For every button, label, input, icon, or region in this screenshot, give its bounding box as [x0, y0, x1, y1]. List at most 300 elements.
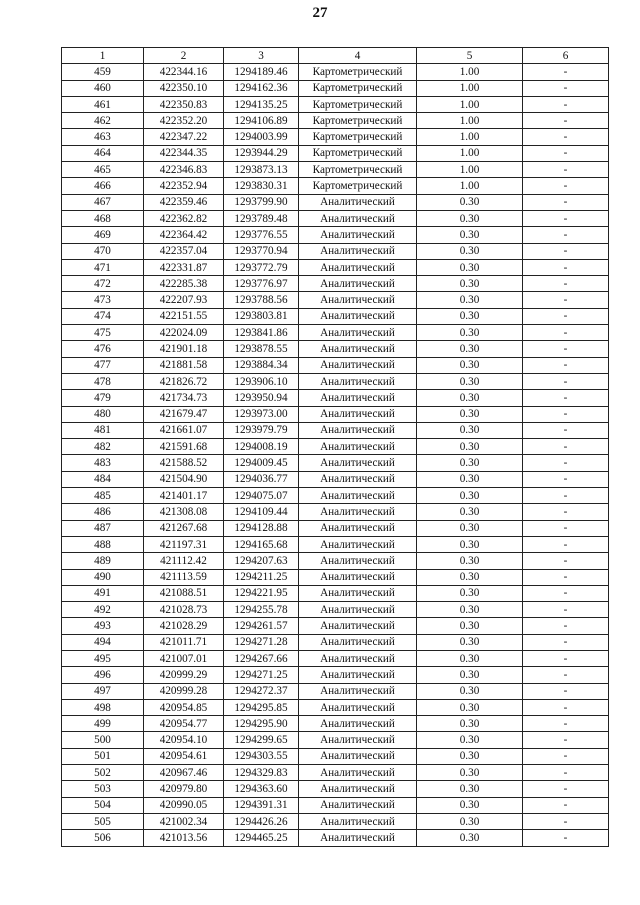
note-cell: -: [523, 797, 609, 813]
accuracy-cell: 0.30: [417, 602, 523, 618]
method-cell: Аналитический: [299, 210, 417, 226]
note-cell: -: [523, 439, 609, 455]
point-number-cell: 496: [62, 667, 144, 683]
table-row: [62, 390, 609, 406]
point-number-cell: 506: [62, 830, 144, 846]
point-number-cell: 476: [62, 341, 144, 357]
table-body: [62, 64, 609, 846]
x-coordinate-cell: 421588.52: [144, 455, 224, 471]
accuracy-cell: 1.00: [417, 145, 523, 161]
point-number-cell: 494: [62, 634, 144, 650]
method-cell: Аналитический: [299, 765, 417, 781]
table-row: [62, 357, 609, 373]
accuracy-cell: 0.30: [417, 699, 523, 715]
note-cell: -: [523, 667, 609, 683]
note-cell: -: [523, 113, 609, 129]
table-row: [62, 129, 609, 145]
x-coordinate-cell: 421028.29: [144, 618, 224, 634]
x-coordinate-cell: 420967.46: [144, 765, 224, 781]
table-row: [62, 259, 609, 275]
x-coordinate-cell: 421013.56: [144, 830, 224, 846]
x-coordinate-cell: 421028.73: [144, 602, 224, 618]
method-cell: Аналитический: [299, 602, 417, 618]
y-coordinate-cell: 1293950.94: [224, 390, 299, 406]
x-coordinate-cell: 421007.01: [144, 650, 224, 666]
x-coordinate-cell: 422352.94: [144, 178, 224, 194]
table-row: [62, 406, 609, 422]
point-number-cell: 465: [62, 162, 144, 178]
method-cell: Аналитический: [299, 781, 417, 797]
accuracy-cell: 0.30: [417, 716, 523, 732]
method-cell: Аналитический: [299, 683, 417, 699]
method-cell: Аналитический: [299, 471, 417, 487]
point-number-cell: 462: [62, 113, 144, 129]
y-coordinate-cell: 1293803.81: [224, 308, 299, 324]
x-coordinate-cell: 422331.87: [144, 259, 224, 275]
y-coordinate-cell: 1294036.77: [224, 471, 299, 487]
x-coordinate-cell: 421011.71: [144, 634, 224, 650]
accuracy-cell: 0.30: [417, 373, 523, 389]
point-number-cell: 503: [62, 781, 144, 797]
method-cell: Аналитический: [299, 618, 417, 634]
note-cell: -: [523, 422, 609, 438]
table-row: [62, 683, 609, 699]
x-coordinate-cell: 421113.59: [144, 569, 224, 585]
method-cell: Аналитический: [299, 390, 417, 406]
accuracy-cell: 0.30: [417, 341, 523, 357]
accuracy-cell: 0.30: [417, 406, 523, 422]
accuracy-cell: 0.30: [417, 683, 523, 699]
accuracy-cell: 0.30: [417, 781, 523, 797]
table-row: [62, 716, 609, 732]
note-cell: -: [523, 259, 609, 275]
x-coordinate-cell: 421901.18: [144, 341, 224, 357]
accuracy-cell: 0.30: [417, 520, 523, 536]
y-coordinate-cell: 1293770.94: [224, 243, 299, 259]
note-cell: -: [523, 585, 609, 601]
y-coordinate-cell: 1294303.55: [224, 748, 299, 764]
accuracy-cell: 1.00: [417, 64, 523, 80]
y-coordinate-cell: 1293799.90: [224, 194, 299, 210]
accuracy-cell: 1.00: [417, 113, 523, 129]
y-coordinate-cell: 1294391.31: [224, 797, 299, 813]
method-cell: Аналитический: [299, 569, 417, 585]
note-cell: -: [523, 553, 609, 569]
point-number-cell: 467: [62, 194, 144, 210]
y-coordinate-cell: 1293772.79: [224, 259, 299, 275]
point-number-cell: 477: [62, 357, 144, 373]
method-cell: Аналитический: [299, 308, 417, 324]
y-coordinate-cell: 1294109.44: [224, 504, 299, 520]
x-coordinate-cell: 420999.28: [144, 683, 224, 699]
table-row: [62, 748, 609, 764]
table-row: [62, 471, 609, 487]
point-number-cell: 466: [62, 178, 144, 194]
method-cell: Аналитический: [299, 830, 417, 846]
note-cell: -: [523, 683, 609, 699]
note-cell: -: [523, 504, 609, 520]
table-row: [62, 210, 609, 226]
point-number-cell: 498: [62, 699, 144, 715]
method-cell: Аналитический: [299, 455, 417, 471]
note-cell: -: [523, 390, 609, 406]
note-cell: -: [523, 455, 609, 471]
method-cell: Аналитический: [299, 585, 417, 601]
y-coordinate-cell: 1293973.00: [224, 406, 299, 422]
table-row: [62, 504, 609, 520]
method-cell: Аналитический: [299, 797, 417, 813]
y-coordinate-cell: 1294135.25: [224, 96, 299, 112]
table-row: [62, 96, 609, 112]
table-row: [62, 243, 609, 259]
method-cell: Аналитический: [299, 194, 417, 210]
method-cell: Аналитический: [299, 406, 417, 422]
accuracy-cell: 0.30: [417, 325, 523, 341]
x-coordinate-cell: 422207.93: [144, 292, 224, 308]
table-row: [62, 488, 609, 504]
method-cell: Аналитический: [299, 488, 417, 504]
note-cell: -: [523, 488, 609, 504]
table-row: [62, 80, 609, 96]
table-row: [62, 292, 609, 308]
y-coordinate-cell: 1293906.10: [224, 373, 299, 389]
point-number-cell: 482: [62, 439, 144, 455]
x-coordinate-cell: 422359.46: [144, 194, 224, 210]
x-coordinate-cell: 421401.17: [144, 488, 224, 504]
x-coordinate-cell: 422346.83: [144, 162, 224, 178]
y-coordinate-cell: 1294271.28: [224, 634, 299, 650]
y-coordinate-cell: 1294271.25: [224, 667, 299, 683]
table-row: [62, 667, 609, 683]
x-coordinate-cell: 420954.85: [144, 699, 224, 715]
y-coordinate-cell: 1294003.99: [224, 129, 299, 145]
method-cell: Аналитический: [299, 748, 417, 764]
accuracy-cell: 0.30: [417, 422, 523, 438]
y-coordinate-cell: 1294295.85: [224, 699, 299, 715]
y-coordinate-cell: 1294299.65: [224, 732, 299, 748]
note-cell: -: [523, 765, 609, 781]
note-cell: -: [523, 357, 609, 373]
point-number-cell: 489: [62, 553, 144, 569]
accuracy-cell: 0.30: [417, 471, 523, 487]
column-header: 2: [144, 48, 224, 64]
method-cell: Картометрический: [299, 162, 417, 178]
x-coordinate-cell: 422024.09: [144, 325, 224, 341]
method-cell: Аналитический: [299, 504, 417, 520]
point-number-cell: 488: [62, 536, 144, 552]
point-number-cell: 468: [62, 210, 144, 226]
table-row: [62, 439, 609, 455]
column-header: 6: [523, 48, 609, 64]
accuracy-cell: 0.30: [417, 618, 523, 634]
x-coordinate-cell: 420990.05: [144, 797, 224, 813]
accuracy-cell: 0.30: [417, 488, 523, 504]
x-coordinate-cell: 420979.80: [144, 781, 224, 797]
method-cell: Аналитический: [299, 813, 417, 829]
x-coordinate-cell: 422350.83: [144, 96, 224, 112]
point-number-cell: 459: [62, 64, 144, 80]
note-cell: -: [523, 194, 609, 210]
note-cell: -: [523, 210, 609, 226]
method-cell: Аналитический: [299, 243, 417, 259]
table-row: [62, 325, 609, 341]
x-coordinate-cell: 421881.58: [144, 357, 224, 373]
note-cell: -: [523, 536, 609, 552]
y-coordinate-cell: 1293841.86: [224, 325, 299, 341]
note-cell: -: [523, 781, 609, 797]
method-cell: Картометрический: [299, 178, 417, 194]
table-row: [62, 113, 609, 129]
point-number-cell: 475: [62, 325, 144, 341]
table-row: [62, 194, 609, 210]
method-cell: Картометрический: [299, 113, 417, 129]
accuracy-cell: 0.30: [417, 634, 523, 650]
point-number-cell: 480: [62, 406, 144, 422]
note-cell: -: [523, 145, 609, 161]
page-number: 27: [312, 5, 328, 21]
accuracy-cell: 0.30: [417, 308, 523, 324]
x-coordinate-cell: 421002.34: [144, 813, 224, 829]
table-row: [62, 732, 609, 748]
y-coordinate-cell: 1294009.45: [224, 455, 299, 471]
point-number-cell: 497: [62, 683, 144, 699]
accuracy-cell: 0.30: [417, 650, 523, 666]
table-row: [62, 64, 609, 80]
point-number-cell: 495: [62, 650, 144, 666]
accuracy-cell: 0.30: [417, 390, 523, 406]
method-cell: Картометрический: [299, 80, 417, 96]
y-coordinate-cell: 1293789.48: [224, 210, 299, 226]
x-coordinate-cell: 421308.08: [144, 504, 224, 520]
table-row: [62, 341, 609, 357]
y-coordinate-cell: 1294363.60: [224, 781, 299, 797]
y-coordinate-cell: 1293788.56: [224, 292, 299, 308]
accuracy-cell: 0.30: [417, 585, 523, 601]
accuracy-cell: 0.30: [417, 732, 523, 748]
x-coordinate-cell: 422285.38: [144, 276, 224, 292]
table-row: [62, 520, 609, 536]
accuracy-cell: 0.30: [417, 830, 523, 846]
y-coordinate-cell: 1293979.79: [224, 422, 299, 438]
method-cell: Картометрический: [299, 96, 417, 112]
point-number-cell: 486: [62, 504, 144, 520]
x-coordinate-cell: 422352.20: [144, 113, 224, 129]
point-number-cell: 470: [62, 243, 144, 259]
table-row: [62, 276, 609, 292]
accuracy-cell: 0.30: [417, 259, 523, 275]
accuracy-cell: 0.30: [417, 765, 523, 781]
table-row: [62, 765, 609, 781]
table-row: [62, 308, 609, 324]
note-cell: -: [523, 292, 609, 308]
table-row: [62, 634, 609, 650]
x-coordinate-cell: 422151.55: [144, 308, 224, 324]
method-cell: Аналитический: [299, 520, 417, 536]
y-coordinate-cell: 1294426.26: [224, 813, 299, 829]
accuracy-cell: 0.30: [417, 292, 523, 308]
x-coordinate-cell: 421661.07: [144, 422, 224, 438]
method-cell: Аналитический: [299, 536, 417, 552]
method-cell: Аналитический: [299, 553, 417, 569]
note-cell: -: [523, 830, 609, 846]
x-coordinate-cell: 421197.31: [144, 536, 224, 552]
note-cell: -: [523, 716, 609, 732]
x-coordinate-cell: 421591.68: [144, 439, 224, 455]
y-coordinate-cell: 1294128.88: [224, 520, 299, 536]
table-row: [62, 162, 609, 178]
accuracy-cell: 1.00: [417, 129, 523, 145]
note-cell: -: [523, 748, 609, 764]
y-coordinate-cell: 1294189.46: [224, 64, 299, 80]
table-row: [62, 536, 609, 552]
note-cell: -: [523, 520, 609, 536]
point-number-cell: 469: [62, 227, 144, 243]
y-coordinate-cell: 1293884.34: [224, 357, 299, 373]
accuracy-cell: 0.30: [417, 243, 523, 259]
note-cell: -: [523, 162, 609, 178]
point-number-cell: 479: [62, 390, 144, 406]
x-coordinate-cell: 420954.10: [144, 732, 224, 748]
x-coordinate-cell: 422347.22: [144, 129, 224, 145]
method-cell: Картометрический: [299, 129, 417, 145]
point-number-cell: 463: [62, 129, 144, 145]
x-coordinate-cell: 421826.72: [144, 373, 224, 389]
accuracy-cell: 0.30: [417, 813, 523, 829]
x-coordinate-cell: 421088.51: [144, 585, 224, 601]
method-cell: Аналитический: [299, 259, 417, 275]
note-cell: -: [523, 96, 609, 112]
y-coordinate-cell: 1294261.57: [224, 618, 299, 634]
note-cell: -: [523, 634, 609, 650]
y-coordinate-cell: 1293830.31: [224, 178, 299, 194]
point-number-cell: 490: [62, 569, 144, 585]
x-coordinate-cell: 421679.47: [144, 406, 224, 422]
table-row: [62, 797, 609, 813]
note-cell: -: [523, 325, 609, 341]
x-coordinate-cell: 422364.42: [144, 227, 224, 243]
column-header: 4: [299, 48, 417, 64]
point-number-cell: 485: [62, 488, 144, 504]
accuracy-cell: 0.30: [417, 553, 523, 569]
method-cell: Картометрический: [299, 64, 417, 80]
point-number-cell: 473: [62, 292, 144, 308]
note-cell: -: [523, 227, 609, 243]
table-row: [62, 650, 609, 666]
x-coordinate-cell: 421734.73: [144, 390, 224, 406]
y-coordinate-cell: 1293776.55: [224, 227, 299, 243]
x-coordinate-cell: 420954.61: [144, 748, 224, 764]
x-coordinate-cell: 422344.35: [144, 145, 224, 161]
note-cell: -: [523, 308, 609, 324]
note-cell: -: [523, 618, 609, 634]
accuracy-cell: 0.30: [417, 276, 523, 292]
note-cell: -: [523, 64, 609, 80]
point-number-cell: 484: [62, 471, 144, 487]
method-cell: Аналитический: [299, 650, 417, 666]
note-cell: -: [523, 699, 609, 715]
y-coordinate-cell: 1294295.90: [224, 716, 299, 732]
accuracy-cell: 0.30: [417, 667, 523, 683]
method-cell: Аналитический: [299, 439, 417, 455]
table-row: [62, 781, 609, 797]
table-row: [62, 373, 609, 389]
point-number-cell: 487: [62, 520, 144, 536]
method-cell: Аналитический: [299, 422, 417, 438]
note-cell: -: [523, 569, 609, 585]
table-row: [62, 145, 609, 161]
table-row: [62, 227, 609, 243]
y-coordinate-cell: 1293873.13: [224, 162, 299, 178]
table-row: [62, 830, 609, 846]
y-coordinate-cell: 1294165.68: [224, 536, 299, 552]
point-number-cell: 492: [62, 602, 144, 618]
note-cell: -: [523, 813, 609, 829]
point-number-cell: 502: [62, 765, 144, 781]
table-row: [62, 699, 609, 715]
table-header-row: [62, 48, 609, 64]
y-coordinate-cell: 1294207.63: [224, 553, 299, 569]
y-coordinate-cell: 1294221.95: [224, 585, 299, 601]
method-cell: Аналитический: [299, 699, 417, 715]
method-cell: Аналитический: [299, 357, 417, 373]
note-cell: -: [523, 178, 609, 194]
column-header: 1: [62, 48, 144, 64]
note-cell: -: [523, 650, 609, 666]
method-cell: Аналитический: [299, 276, 417, 292]
accuracy-cell: 0.30: [417, 357, 523, 373]
table-row: [62, 422, 609, 438]
column-header: 3: [224, 48, 299, 64]
point-number-cell: 505: [62, 813, 144, 829]
table-row: [62, 585, 609, 601]
method-cell: Аналитический: [299, 732, 417, 748]
y-coordinate-cell: 1294075.07: [224, 488, 299, 504]
method-cell: Аналитический: [299, 341, 417, 357]
point-number-cell: 481: [62, 422, 144, 438]
note-cell: -: [523, 373, 609, 389]
method-cell: Аналитический: [299, 667, 417, 683]
point-number-cell: 471: [62, 259, 144, 275]
point-number-cell: 501: [62, 748, 144, 764]
accuracy-cell: 0.30: [417, 227, 523, 243]
method-cell: Аналитический: [299, 634, 417, 650]
note-cell: -: [523, 406, 609, 422]
y-coordinate-cell: 1294162.36: [224, 80, 299, 96]
accuracy-cell: 0.30: [417, 194, 523, 210]
point-number-cell: 500: [62, 732, 144, 748]
method-cell: Аналитический: [299, 373, 417, 389]
point-number-cell: 499: [62, 716, 144, 732]
accuracy-cell: 0.30: [417, 797, 523, 813]
x-coordinate-cell: 422362.82: [144, 210, 224, 226]
note-cell: -: [523, 243, 609, 259]
point-number-cell: 504: [62, 797, 144, 813]
y-coordinate-cell: 1293944.29: [224, 145, 299, 161]
y-coordinate-cell: 1294211.25: [224, 569, 299, 585]
note-cell: -: [523, 341, 609, 357]
note-cell: -: [523, 129, 609, 145]
y-coordinate-cell: 1294255.78: [224, 602, 299, 618]
method-cell: Аналитический: [299, 227, 417, 243]
y-coordinate-cell: 1294465.25: [224, 830, 299, 846]
table-row: [62, 455, 609, 471]
accuracy-cell: 0.30: [417, 439, 523, 455]
y-coordinate-cell: 1293776.97: [224, 276, 299, 292]
point-number-cell: 472: [62, 276, 144, 292]
point-number-cell: 464: [62, 145, 144, 161]
method-cell: Аналитический: [299, 716, 417, 732]
point-number-cell: 460: [62, 80, 144, 96]
